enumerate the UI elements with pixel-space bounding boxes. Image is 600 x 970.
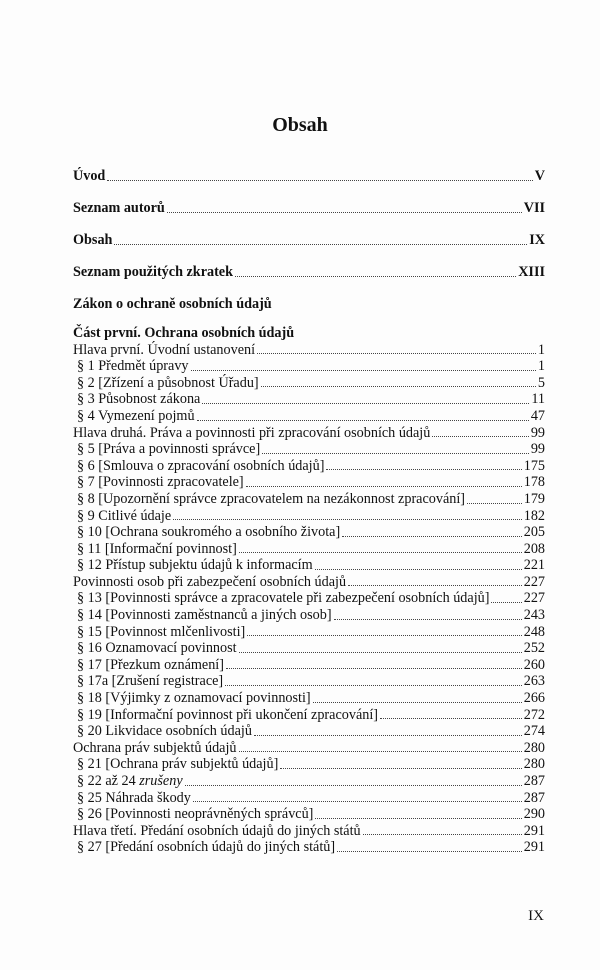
toc-entry-text: § 7 [Povinnosti zpracovatele] bbox=[77, 474, 244, 491]
toc-entry-label bbox=[73, 358, 189, 375]
toc-entry bbox=[73, 200, 545, 217]
toc-entry bbox=[73, 624, 545, 641]
toc-entry-page: 5 bbox=[537, 374, 545, 391]
toc-entry-text: § 15 [Povinnost mlčenlivosti] bbox=[77, 623, 246, 640]
toc-entry-text: Povinnosti osob při zabezpečení osobních údajů bbox=[73, 573, 347, 590]
toc-entry bbox=[73, 607, 545, 624]
toc-entry-label bbox=[73, 425, 430, 442]
toc-entry-label bbox=[73, 707, 378, 724]
toc-entry bbox=[73, 541, 545, 558]
toc-entry bbox=[73, 232, 545, 249]
toc-entry-page: 205 bbox=[523, 524, 545, 541]
dot-leader bbox=[342, 536, 522, 537]
toc-entry bbox=[73, 264, 545, 281]
toc-entry bbox=[73, 168, 545, 185]
toc-entry-text: § 6 [Smlouva o zpracování osobních údajů] bbox=[77, 457, 325, 474]
toc-entry-label bbox=[73, 690, 311, 707]
toc-entry-text: § 26 [Povinnosti neoprávněných správců] bbox=[77, 806, 314, 823]
toc-entry-page: IX bbox=[529, 232, 545, 249]
toc-entry-page: 99 bbox=[530, 441, 545, 458]
toc-entry-label bbox=[73, 823, 361, 840]
toc-entry-text: § 27 [Předání osobních údajů do jiných států] bbox=[77, 839, 336, 856]
toc-entry bbox=[73, 790, 545, 807]
toc-entry-text: § 18 [Výjimky z oznamovací povinnosti] bbox=[77, 690, 311, 707]
toc-entry bbox=[73, 673, 545, 690]
dot-leader bbox=[167, 212, 522, 213]
toc-entry-label bbox=[73, 640, 237, 657]
dot-leader bbox=[114, 244, 527, 245]
toc-entry-page: 227 bbox=[523, 590, 545, 607]
toc-entry-text: Úvod bbox=[73, 168, 106, 184]
toc-entry-label bbox=[73, 508, 171, 525]
toc-entry-text: § 19 [Informační povinnost při ukončení zpracování] bbox=[77, 706, 378, 723]
toc-entry bbox=[73, 806, 545, 823]
toc-entry-label bbox=[73, 200, 165, 217]
toc-entry-page: 243 bbox=[523, 607, 545, 624]
toc-entry-page: V bbox=[534, 168, 545, 184]
toc-entry-text: § 4 Vymezení pojmů bbox=[77, 407, 195, 424]
dot-leader bbox=[315, 818, 521, 819]
toc-entry-text: § 25 Náhrada škody bbox=[77, 789, 191, 806]
dot-leader bbox=[491, 602, 521, 603]
dot-leader bbox=[246, 486, 522, 487]
toc-entry-label bbox=[73, 391, 200, 408]
toc-entry-label bbox=[73, 408, 195, 425]
dot-leader bbox=[380, 718, 522, 719]
toc-entry-text: Hlava třetí. Předání osobních údajů do jiných států bbox=[73, 822, 361, 839]
toc-entry-italic-text: zrušeny bbox=[139, 773, 183, 789]
page-number: IX bbox=[528, 908, 544, 924]
dot-leader bbox=[432, 436, 528, 437]
toc-entry bbox=[73, 474, 545, 491]
toc-entry-label bbox=[73, 557, 313, 574]
toc-entry-text: § 14 [Povinnosti zaměstnanců a jiných osob] bbox=[77, 607, 332, 624]
toc-entry-label bbox=[73, 232, 112, 249]
toc-entry bbox=[73, 590, 545, 607]
toc-entry bbox=[73, 707, 545, 724]
toc-entry bbox=[73, 723, 545, 740]
toc-entry-page: 280 bbox=[523, 739, 545, 756]
dot-leader bbox=[334, 619, 522, 620]
toc-entry-page: 1 bbox=[537, 358, 545, 375]
dot-leader bbox=[235, 276, 516, 277]
toc-entry-label bbox=[73, 806, 313, 823]
toc-entry-page: 280 bbox=[523, 756, 545, 773]
toc-entry-text: § 17 [Přezkum oznámení] bbox=[77, 656, 224, 673]
toc-entry-label bbox=[73, 607, 332, 624]
toc-entry-label bbox=[73, 590, 489, 607]
dot-leader bbox=[239, 652, 522, 653]
dot-leader bbox=[202, 403, 529, 404]
toc-entry bbox=[73, 458, 545, 475]
toc-entry-label bbox=[73, 441, 260, 458]
toc-entry-label bbox=[73, 458, 324, 475]
toc-entry-text: § 17a [Zrušení registrace] bbox=[77, 673, 224, 690]
toc-entry-page: 99 bbox=[530, 424, 545, 441]
toc-entry-label bbox=[73, 474, 244, 491]
toc-entry-text: § 8 [Upozornění správce zpracovatelem na nezákonnost zpracování] bbox=[77, 490, 466, 507]
toc-entry-label bbox=[73, 541, 237, 558]
toc-entry bbox=[73, 773, 545, 790]
part-title: Část první. Ochrana osobních údajů bbox=[73, 324, 295, 341]
toc-entry-page: 11 bbox=[531, 391, 545, 408]
toc-entry-label bbox=[73, 375, 259, 392]
dot-leader bbox=[326, 469, 521, 470]
toc-entry bbox=[73, 425, 545, 442]
toc-entry-page: 182 bbox=[523, 507, 545, 524]
toc-entry-text: Hlava první. Úvodní ustanovení bbox=[73, 341, 256, 358]
toc-entry-label bbox=[73, 773, 183, 790]
dot-leader bbox=[197, 420, 529, 421]
dot-leader bbox=[363, 834, 522, 835]
table-of-contents bbox=[73, 168, 545, 856]
dot-leader bbox=[239, 552, 522, 553]
toc-entry-text: § 13 [Povinnosti správce a zpracovatele při zabezpečení osobních údajů] bbox=[77, 590, 490, 607]
toc-entry-label bbox=[73, 756, 278, 773]
front-matter-list bbox=[73, 168, 545, 281]
toc-entry bbox=[73, 391, 545, 408]
toc-entry-page: 47 bbox=[530, 407, 545, 424]
toc-entry-label bbox=[73, 264, 233, 281]
toc-entry-page: 1 bbox=[537, 341, 545, 358]
dot-leader bbox=[467, 503, 522, 504]
toc-entry-text: § 10 [Ochrana soukromého a osobního života] bbox=[77, 524, 341, 541]
toc-entry-page: 291 bbox=[523, 839, 545, 856]
toc-entry bbox=[73, 375, 545, 392]
toc-entry-label bbox=[73, 740, 237, 757]
dot-leader bbox=[257, 353, 536, 354]
toc-entry bbox=[73, 557, 545, 574]
dot-leader bbox=[315, 569, 522, 570]
toc-entry-page: VII bbox=[523, 200, 545, 217]
toc-entry-label bbox=[73, 790, 191, 807]
toc-entry-page: 179 bbox=[523, 490, 545, 507]
toc-entry-page: 290 bbox=[523, 806, 545, 823]
toc-entry-page: 272 bbox=[523, 706, 545, 723]
toc-entry-text: Obsah bbox=[73, 232, 113, 249]
toc-entry-page: 178 bbox=[523, 474, 545, 491]
dot-leader bbox=[193, 801, 522, 802]
dot-leader bbox=[313, 702, 522, 703]
dot-leader bbox=[239, 751, 522, 752]
toc-entry bbox=[73, 524, 545, 541]
toc-entry-text: § 22 až 24 bbox=[77, 773, 136, 789]
toc-entry-text: § 11 [Informační povinnost] bbox=[77, 540, 237, 557]
toc-entry-label bbox=[73, 342, 255, 359]
dot-leader bbox=[191, 370, 536, 371]
toc-entry-label bbox=[73, 574, 346, 591]
toc-entry bbox=[73, 342, 545, 359]
toc-entry-page: 274 bbox=[523, 723, 545, 740]
dot-leader bbox=[225, 685, 522, 686]
dot-leader bbox=[337, 851, 522, 852]
toc-entry-label bbox=[73, 839, 335, 856]
toc-entry-page: 227 bbox=[523, 573, 545, 590]
dot-leader bbox=[107, 180, 532, 181]
toc-entry-label bbox=[73, 657, 224, 674]
dot-leader bbox=[262, 453, 529, 454]
dot-leader bbox=[280, 768, 521, 769]
toc-entry bbox=[73, 574, 545, 591]
toc-entry-text: Ochrana práv subjektů údajů bbox=[73, 739, 237, 756]
toc-entry-page: 287 bbox=[523, 789, 545, 806]
toc-entry bbox=[73, 408, 545, 425]
toc-entry-text: Seznam autorů bbox=[73, 200, 165, 217]
dot-leader bbox=[247, 635, 521, 636]
toc-entry bbox=[73, 823, 545, 840]
toc-entry bbox=[73, 441, 545, 458]
toc-entry-page: 252 bbox=[523, 640, 545, 657]
toc-entry-page: 291 bbox=[523, 822, 545, 839]
toc-entry-page: 263 bbox=[523, 673, 545, 690]
page-title: Obsah bbox=[272, 114, 328, 136]
toc-entry bbox=[73, 358, 545, 375]
toc-entry-text: Hlava druhá. Práva a povinnosti při zpracování osobních údajů bbox=[73, 424, 431, 441]
toc-entry-page: 260 bbox=[523, 656, 545, 673]
toc-entry-label bbox=[73, 524, 340, 541]
law-title: Zákon o ochraně osobních údajů bbox=[73, 296, 272, 313]
toc-entry-text: § 5 [Práva a povinnosti správce] bbox=[77, 441, 261, 458]
toc-entry-page: 248 bbox=[523, 623, 545, 640]
dot-leader bbox=[261, 386, 536, 387]
toc-entry bbox=[73, 508, 545, 525]
toc-entry-label bbox=[73, 723, 252, 740]
toc-entry-text: § 20 Likvidace osobních údajů bbox=[77, 723, 252, 740]
toc-entry-text: Seznam použitých zkratek bbox=[73, 264, 233, 281]
toc-entry-label bbox=[73, 491, 465, 508]
toc-entry-page: 175 bbox=[523, 457, 545, 474]
toc-entry-label bbox=[73, 168, 105, 185]
toc-entry-label bbox=[73, 624, 245, 641]
toc-entry bbox=[73, 640, 545, 657]
toc-entry-text: § 9 Citlivé údaje bbox=[77, 507, 172, 524]
toc-entry bbox=[73, 740, 545, 757]
toc-entry-text: § 16 Oznamovací povinnost bbox=[77, 640, 237, 657]
toc-entries-list bbox=[73, 342, 545, 856]
toc-entry-text: § 2 [Zřízení a působnost Úřadu] bbox=[77, 374, 259, 391]
toc-entry bbox=[73, 839, 545, 856]
dot-leader bbox=[173, 519, 522, 520]
toc-entry bbox=[73, 690, 545, 707]
toc-entry-page: 266 bbox=[523, 690, 545, 707]
toc-entry-page: 221 bbox=[523, 557, 545, 574]
toc-entry-page: 287 bbox=[523, 773, 545, 789]
toc-entry-page: 208 bbox=[523, 540, 545, 557]
dot-leader bbox=[254, 735, 522, 736]
dot-leader bbox=[226, 668, 522, 669]
toc-entry-text: § 21 [Ochrana práv subjektů údajů] bbox=[77, 756, 279, 773]
dot-leader bbox=[348, 585, 522, 586]
toc-entry-page: XIII bbox=[518, 264, 545, 281]
dot-leader bbox=[185, 785, 522, 786]
toc-entry bbox=[73, 657, 545, 674]
toc-entry-text: § 3 Působnost zákona bbox=[77, 391, 201, 408]
toc-entry-label bbox=[73, 673, 223, 690]
toc-entry-text: § 12 Přístup subjektu údajů k informacím bbox=[77, 557, 313, 574]
toc-entry-text: § 1 Předmět úpravy bbox=[77, 358, 189, 375]
toc-entry bbox=[73, 756, 545, 773]
toc-entry bbox=[73, 491, 545, 508]
